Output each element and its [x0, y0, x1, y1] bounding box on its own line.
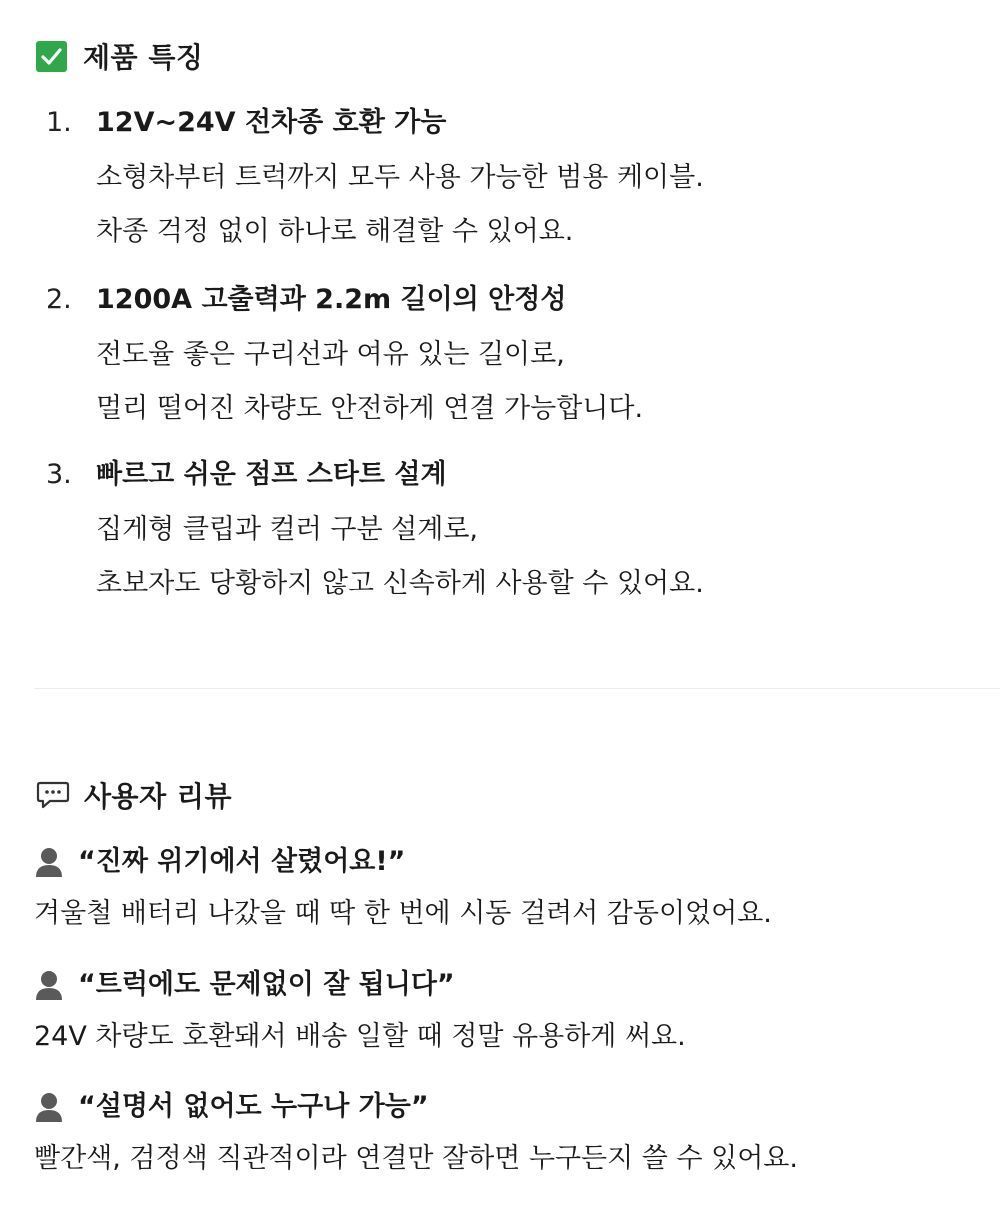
- review-item: [34, 965, 994, 1063]
- feature-description-line: 집게형 클립과 컬러 구분 설계로,: [96, 514, 478, 545]
- feature-title: 12V~24V 전차종 호환 가능: [96, 107, 447, 138]
- feature-heading: [46, 280, 986, 320]
- review-quote-row: [34, 1087, 994, 1127]
- feature-item: [46, 280, 986, 436]
- feature-number: 1.: [46, 107, 72, 138]
- person-silhouette-icon: [34, 968, 64, 1002]
- review-item: [34, 1087, 994, 1185]
- feature-description-line: 소형차부터 트럭까지 모두 사용 가능한 범용 케이블.: [96, 162, 704, 193]
- feature-item: [46, 103, 986, 259]
- review-quote: “진짜 위기에서 살렸어요!”: [78, 846, 406, 877]
- feature-description-line: 전도율 좋은 구리선과 여유 있는 길이로,: [96, 339, 565, 370]
- person-silhouette-icon: [34, 1090, 64, 1124]
- review-quote: “트럭에도 문제없이 잘 됩니다”: [78, 969, 455, 1000]
- reviews-title: 사용자 리뷰: [84, 780, 232, 813]
- review-body: 겨울철 배터리 나갔을 때 딱 한 번에 시동 걸려서 감동이었어요.: [34, 898, 772, 929]
- review-item: [34, 842, 994, 940]
- features-title: 제품 특징: [83, 41, 204, 74]
- feature-number: 2.: [46, 284, 72, 315]
- review-quote-row: [34, 965, 994, 1005]
- feature-number: 3.: [46, 459, 72, 490]
- feature-description-line: 멀리 떨어진 차량도 안전하게 연결 가능합니다.: [96, 393, 644, 424]
- person-silhouette-icon: [34, 845, 64, 879]
- speech-bubble-icon: [36, 780, 70, 810]
- review-body: 빨간색, 검정색 직관적이라 연결만 잘하면 누구든지 쓸 수 있어요.: [34, 1143, 798, 1174]
- feature-heading: [46, 455, 986, 495]
- features-heading: [36, 36, 203, 76]
- section-divider: [34, 688, 1000, 689]
- reviews-heading: [36, 775, 232, 815]
- check-mark-button-icon: [36, 41, 67, 72]
- feature-description-line: 차종 걱정 없이 하나로 해결할 수 있어요.: [96, 216, 574, 247]
- feature-item: [46, 455, 986, 611]
- review-quote-row: [34, 842, 994, 882]
- feature-heading: [46, 103, 986, 143]
- feature-description-line: 초보자도 당황하지 않고 신속하게 사용할 수 있어요.: [96, 568, 704, 599]
- review-quote: “설명서 없어도 누구나 가능”: [78, 1091, 429, 1122]
- review-body: 24V 차량도 호환돼서 배송 일할 때 정말 유용하게 써요.: [34, 1021, 686, 1052]
- feature-title: 1200A 고출력과 2.2m 길이의 안정성: [96, 284, 567, 315]
- feature-title: 빠르고 쉬운 점프 스타트 설계: [96, 459, 447, 490]
